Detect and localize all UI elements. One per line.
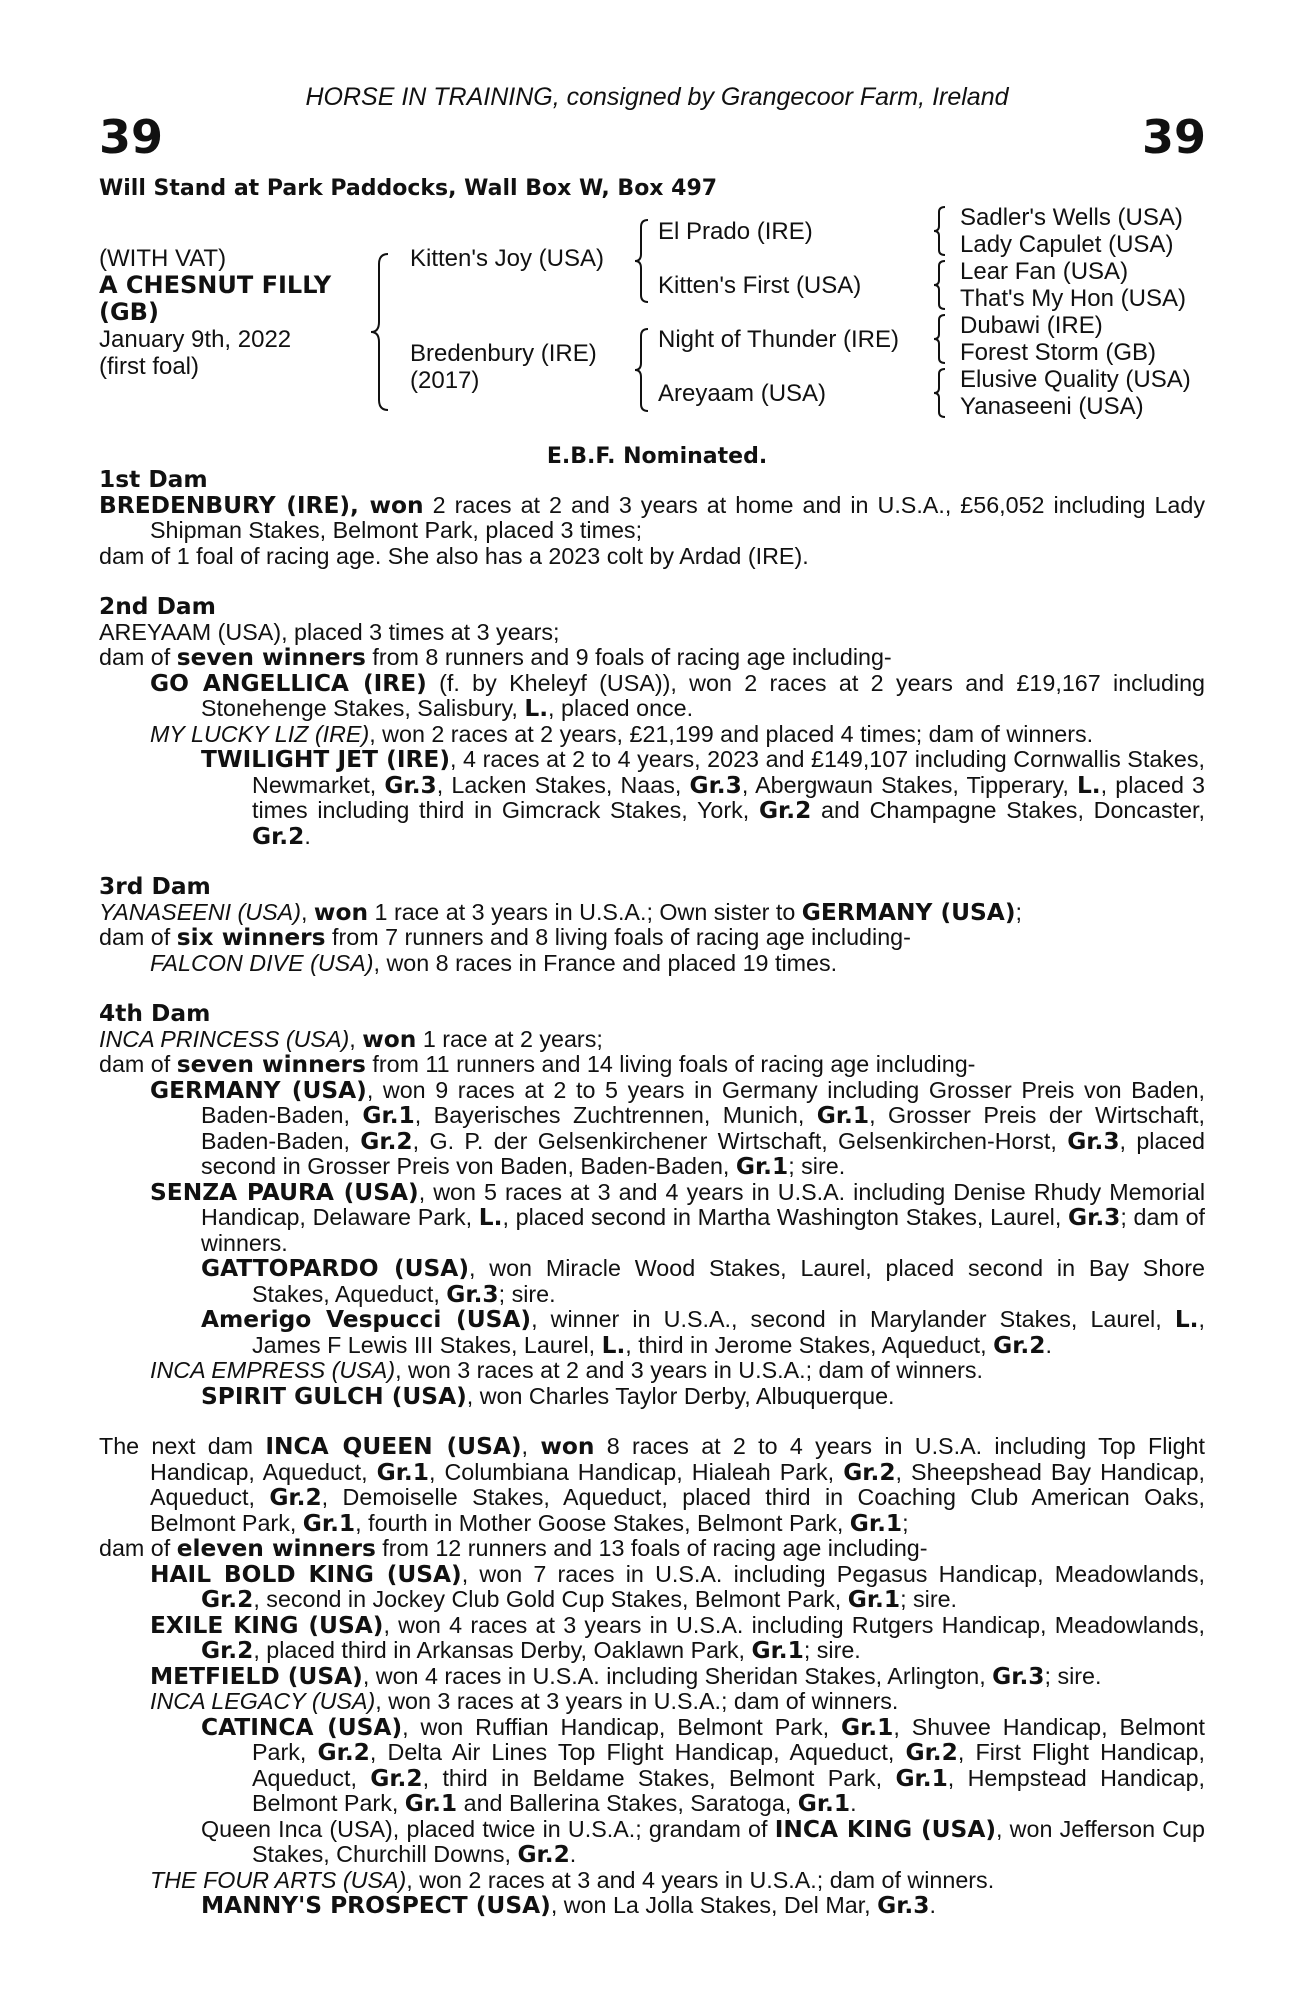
lot-number-left: 39 [99,110,164,164]
ggp-2: Lady Capulet (USA) [960,231,1174,258]
section-heading-2nd-dam: 2nd Dam [99,593,216,620]
catalogue-body [99,467,1205,1919]
produce-queen-inca: Queen Inca (USA), placed twice in U.S.A.; grandam of INCA KING (USA), won Jefferson Cup Stakes, Churchill Downs, Gr.2. [201,1815,1205,1868]
second-dam-produce: dam of seven winners from 8 runners and 9 foals of racing age including- [99,644,892,671]
section-heading-1st-dam: 1st Dam [99,466,208,493]
produce-inca-legacy: INCA LEGACY (USA), won 3 races at 3 years in U.S.A.; dam of winners. [150,1688,899,1714]
next-dam-record: The next dam INCA QUEEN (USA), won 8 races at 2 to 4 years in U.S.A. including Top Flight Handicap, Aqueduct, Gr.1, Columbiana Handicap, Hialeah Park, Gr.2, Sheepshead Bay Handicap, Aqueduct, Gr.2, Demoiselle Stakes, Aqueduct, placed third in Coaching Club American Oaks, Belmont Park, Gr.1, fourth in Mother Goose Stakes, Belmont Park, Gr.1; [99,1433,1205,1537]
dam-sire: Night of Thunder (IRE) [658,326,899,353]
section-heading-3rd-dam: 3rd Dam [99,873,211,900]
produce-germany: GERMANY (USA), won 9 races at 2 to 5 years in Germany including Grosser Preis von Baden, Baden-Baden, Gr.1, Bayerisches Zuchtrennen, Munich, Gr.1, Grosser Preis der Wirtschaft, Baden-Baden, Gr.2, G. P. der Gelsenkirchener Wirtschaft, Gelsenkirchen-Horst, Gr.3, placed second in Grosser Preis von Baden, Baden-Baden, Gr.1; sire. [150,1076,1206,1180]
produce-metfield: METFIELD (USA), won 4 races in U.S.A. including Sheridan Stakes, Arlington, Gr.3; sire. [150,1662,1102,1690]
produce-catinca: CATINCA (USA), won Ruffian Handicap, Belmont Park, Gr.1, Shuvee Handicap, Belmont Park, Gr.2, Delta Air Lines Top Flight Handicap, Aqueduct, Gr.2, First Flight Handicap, Aqueduct, Gr.2, third in Beldame Stakes, Belmont Park, Gr.1, Hempstead Handicap, Belmont Park, Gr.1 and Ballerina Stakes, Saratoga, Gr.1. [201,1713,1205,1817]
produce-amerigo-vespucci: Amerigo Vespucci (USA), winner in U.S.A., second in Marylander Stakes, Laurel, L., James F Lewis III Stakes, Laurel, L., third in Jerome Stakes, Aqueduct, Gr.2. [201,1306,1205,1359]
third-dam-record: YANASEENI (USA), won 1 race at 3 years in U.S.A.; Own sister to GERMANY (USA); [99,898,1022,926]
produce-mannys-prospect: MANNY'S PROSPECT (USA), won La Jolla Stakes, Del Mar, Gr.3. [201,1892,936,1919]
first-dam-produce: dam of 1 foal of racing age. She also has a 2023 colt by Ardad (IRE). [99,542,809,569]
produce-my-lucky-liz: MY LUCKY LIZ (IRE), won 2 races at 2 years, £21,199 and placed 4 times; dam of winners. [150,720,1094,747]
produce-spirit-gulch: SPIRIT GULCH (USA), won Charles Taylor Derby, Albuquerque. [201,1382,895,1410]
stand-location: Will Stand at Park Paddocks, Wall Box W, Box 497 [99,176,718,201]
lot-number-right: 39 [1141,110,1206,164]
third-dam-produce: dam of six winners from 7 runners and 8 living foals of racing age including- [99,924,911,951]
ebf-nominated: E.B.F. Nominated. [546,444,768,469]
produce-falcon-dive: FALCON DIVE (USA), won 8 races in France and placed 19 times. [150,949,838,976]
produce-gattopardo: GATTOPARDO (USA), won Miracle Wood Stakes, Laurel, placed second in Bay Shore Stakes, Aqueduct, Gr.3; sire. [201,1255,1205,1308]
sire-dam: Kitten's First (USA) [658,272,862,299]
dam: Bredenbury (IRE) [410,340,597,367]
dam-year: (2017) [410,367,480,394]
foaling-date: January 9th, 2022 [99,326,292,353]
ggp-6: Forest Storm (GB) [960,339,1157,366]
fourth-dam-record: INCA PRINCESS (USA), won 1 race at 2 years; [99,1025,603,1053]
produce-go-angellica: GO ANGELLICA (IRE) (f. by Kheleyf (USA)), won 2 races at 2 years and £19,167 including Stonehenge Stakes, Salisbury, L., placed once. [150,669,1205,722]
first-dam-record: BREDENBURY (IRE), won 2 races at 2 and 3 years at home and in U.S.A., £56,052 including Lady Shipman Stakes, Belmont Park, placed 3 times; [99,491,1205,543]
sire: Kitten's Joy (USA) [410,245,604,272]
second-dam-record: AREYAAM (USA), placed 3 times at 3 years; [99,618,560,645]
sire-parents-brace [632,218,652,304]
produce-the-four-arts: THE FOUR ARTS (USA), won 2 races at 3 and 4 years in U.S.A.; dam of winners. [150,1866,995,1893]
produce-exile-king: EXILE KING (USA), won 4 races at 3 years in U.S.A. including Rutgers Handicap, Meadowlands, Gr.2, placed third in Arkansas Derby, Oaklawn Park, Gr.1; sire. [150,1611,1205,1664]
foal-note: (first foal) [99,353,200,380]
dam-parents-brace [632,327,652,413]
fourth-dam-produce: dam of seven winners from 11 runners and 14 living foals of racing age including- [99,1051,976,1078]
produce-hail-bold-king: HAIL BOLD KING (USA), won 7 races in U.S.A. including Pegasus Handicap, Meadowlands, Gr.2, second in Jockey Club Gold Cup Stakes, Belmont Park, Gr.1; sire. [150,1560,1206,1613]
next-dam-produce: dam of eleven winners from 12 runners and 13 foals of racing age including- [99,1535,928,1562]
ggp-7: Elusive Quality (USA) [960,366,1191,393]
horse-origin: (GB) [99,298,159,326]
ggp-braces [932,205,948,421]
sire-dam-brace [368,252,394,412]
produce-inca-empress: INCA EMPRESS (USA), won 3 races at 2 and 3 years in U.S.A.; dam of winners. [150,1357,983,1383]
ggp-5: Dubawi (IRE) [960,312,1103,339]
produce-twilight-jet: TWILIGHT JET (IRE), 4 races at 2 to 4 years, 2023 and £149,107 including Cornwallis Stakes, Newmarket, Gr.3, Lacken Stakes, Naas, Gr.3, Abergwaun Stakes, Tipperary, L., placed 3 times including third in Gimcrack Stakes, York, Gr.2 and Champagne Stakes, Doncaster, Gr.2. [201,746,1205,850]
ggp-8: Yanaseeni (USA) [960,393,1144,420]
dam-dam: Areyaam (USA) [658,380,827,407]
sire-sire: El Prado (IRE) [658,218,813,245]
produce-senza-paura: SENZA PAURA (USA), won 5 races at 3 and 4 years in U.S.A. including Denise Rhudy Memorial Handicap, Delaware Park, L., placed second in Martha Washington Stakes, Laurel, Gr.3; dam of winners. [150,1178,1206,1256]
horse-description: A CHESNUT FILLY [99,271,332,299]
ggp-3: Lear Fan (USA) [960,258,1129,285]
ggp-4: That's My Hon (USA) [960,285,1186,312]
section-heading-4th-dam: 4th Dam [99,1000,211,1027]
vat-note: (WITH VAT) [99,245,227,272]
ggp-1: Sadler's Wells (USA) [960,204,1183,231]
consignment-header: HORSE IN TRAINING, consigned by Grangecoor Farm, Ireland [305,83,1009,111]
